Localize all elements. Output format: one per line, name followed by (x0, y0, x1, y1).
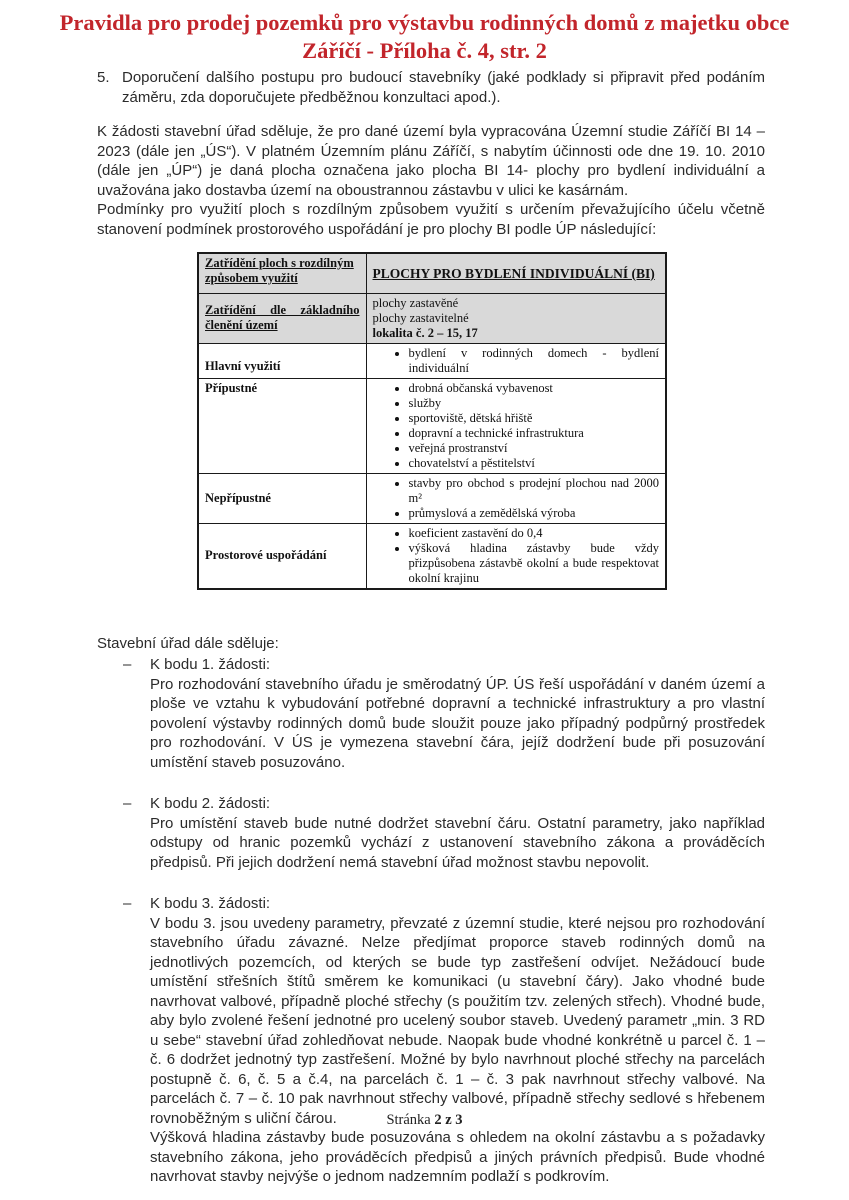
intro-block (97, 122, 765, 239)
permissible-label: Přípustné (205, 380, 258, 395)
dash-marker: – (123, 795, 132, 812)
table-bullet-item: • sportoviště, dětská hřiště (409, 411, 660, 426)
point-1-title: K bodu 1. žádosti: (150, 656, 271, 673)
intro-paragraph-1: K žádosti stavební úřad sděluje, že pro dané území byla vypracována Územní studie Záříčí BI 14 – 2023 (dále jen „ÚS“). V platném Územním plánu Záříčí, s nabytím účinnosti ode dne 19. 10. 2010 (dále jen „ÚP“) je daná plocha označena jako plocha BI 14- plochy pro bydlení individuální a uvažována jako dostavba území na oboustrannou zástavbu v ulici ke kasárnám. (97, 123, 765, 199)
point-1-paragraph: Pro rozhodování stavebního úřadu je směrodatný ÚP. ÚS řeší uspořádání v daném území a ploše ve vztahu k vybudování potřebné dopravní a technické infrastruktury a pro vlastní povolení výstavby rodinných domů bude sloužit pouze jako případný podpůrný prostředek pro rozhodování. V ÚS je vymezena stavební čára, jejíž dodržení bude při posuzování umístění staveb posuzováno. (150, 675, 765, 771)
intro-paragraph-2: Podmínky pro využití ploch s rozdílným způsobem využití s určením převažujícího účelu včetně stanovení podmínek prostorového uspořádání je pro plochy BI podle ÚP následující: (97, 201, 765, 238)
table-row-main-use (198, 343, 666, 378)
document-content (97, 68, 765, 1187)
table-row-impermissible (198, 473, 666, 523)
zoning-table-wrap (197, 252, 765, 590)
dash-marker: – (123, 656, 132, 673)
classification-line-2: plochy zastavitelné (372, 310, 469, 325)
main-use-label-cell (198, 343, 366, 378)
point-3-paragraph-1: V bodu 3. jsou uvedeny parametry, převzaté z územní studie, které nejsou pro rozhodování stavebního úřadu závazné. Nelze předjímat proporce staveb rodinných domů na jednotlivých pozemcích, od kterých se bude typ zastřešení odvíjet. Nežádoucí bude umístění střešních štítů směrem ke komunikaci (u stavební čáry). Jako vhodné bude navrhovat valbové, případně ploché střechy (s použitím tzv. zelených střech). Vhodné bude, aby bylo zvolené řešení jednotné pro ucelený soubor staveb. Uvedený parametr „min. 3 RD u sebe“ stavební úřad zohledňovat nebude. Naopak bude vhodné konkrétně u parcel č. 1 – č. 6 dodržet jednotný typ zastřešení. Možné by bylo navrhnout ploché střechy na parcelách postupně č. 6, č. 5 a č.4, na parcelách č. 1 – č. 3 pak navrhnout střechy valbové. Na parcelách č. 7 – č. 10 pak navrhnout střechy valbové, případně střechy sedlové s hřebenem rovnoběžným s uliční čárou. (150, 914, 765, 1127)
point-1-block (97, 655, 765, 772)
table-bullet-item: • výšková hladina zástavby bude vždy přizpůsobena zástavbě okolní a bude respektovat okolní krajinu (409, 541, 660, 586)
main-use-value-cell (366, 343, 666, 378)
impermissible-label-cell (198, 473, 366, 523)
table-bullet-item: • služby (409, 396, 660, 411)
statement-heading: Stavební úřad dále sděluje: (97, 634, 279, 652)
point-2-title: K bodu 2. žádosti: (150, 795, 271, 812)
table-bullet-item: • bydlení v rodinných domech - bydlení individuální (409, 346, 660, 376)
classification-value-cell (366, 293, 666, 343)
table-bullet-item: • průmyslová a zemědělská výroba (409, 506, 660, 521)
footer-total-pages: 3 (455, 1112, 463, 1128)
table-bullet-item: • drobná občanská vybavenost (409, 381, 660, 396)
table-row-header (198, 253, 666, 293)
spatial-label: Prostorové uspořádání (205, 548, 327, 562)
table-row-spatial (198, 523, 666, 589)
classification-line-3: lokalita č. 2 – 15, 17 (372, 325, 478, 340)
table-bullet-item: • dopravní a technické infrastruktura (409, 426, 660, 441)
point-3-paragraph-2: Výšková hladina zástavby bude posuzována s ohledem na okolní zástavbu a s požadavky stavebního zákona, jeho prováděcích předpisů a jiných právních předpisů. Bude vhodné navrhovat stavby nejvýše o jednom nadzemním podlaží s podkrovím. (150, 1129, 765, 1185)
main-use-label: Hlavní využití (205, 358, 281, 373)
spatial-value-cell (366, 523, 666, 589)
point-3-title: K bodu 3. žádosti: (150, 895, 271, 912)
page-title-line2: Záříčí - Příloha č. 4, str. 2 (302, 38, 547, 63)
page-title (0, 0, 849, 65)
numbered-item-5 (97, 68, 765, 107)
table-header-label: Zatřídění ploch s rozdílným způsobem využití (205, 256, 354, 285)
permissible-value-cell (366, 378, 666, 473)
point-3-block (97, 894, 765, 1187)
spatial-label-cell (198, 523, 366, 589)
point-2-paragraph: Pro umístění staveb bude nutné dodržet stavební čáru. Ostatní parametry, jako například odstupy od hranic pozemků vychází z ustanovení stavebního zákona a prováděcích předpisů. Při jejich dodržení nemá stavební úřad možnost stavbu nepovolit. (150, 814, 765, 871)
permissible-label-cell (198, 378, 366, 473)
footer-current-page: 2 (434, 1112, 442, 1128)
table-bullet-item: • stavby pro obchod s prodejní plochou nad 2000 m² (409, 476, 660, 506)
table-bullet-item: • chovatelství a pěstitelství (409, 456, 660, 471)
table-bullet-item: • veřejná prostranství (409, 441, 660, 456)
table-row-classification (198, 293, 666, 343)
page-title-line1: Pravidla pro prodej pozemků pro výstavbu rodinných domů z majetku obce (59, 10, 790, 35)
footer-separator: z (445, 1112, 452, 1128)
footer-prefix: Stránka (386, 1112, 431, 1128)
impermissible-label: Nepřípustné (205, 490, 271, 505)
numbered-item-5-marker: 5. (97, 69, 110, 86)
classification-label-cell (198, 293, 366, 343)
table-row-permissible (198, 378, 666, 473)
table-header-label-cell (198, 253, 366, 293)
footer-page-number (0, 1112, 849, 1129)
point-2-block (97, 794, 765, 872)
table-header-value: PLOCHY PRO BYDLENÍ INDIVIDUÁLNÍ (BI) (372, 265, 655, 281)
impermissible-value-cell (366, 473, 666, 523)
classification-line-1: plochy zastavěné (372, 295, 459, 310)
table-header-value-cell (366, 253, 666, 293)
classification-label: Zatřídění dle základního členění území (205, 303, 360, 332)
table-bullet-item: • koeficient zastavění do 0,4 (409, 526, 660, 541)
dash-marker: – (123, 895, 132, 912)
zoning-table (197, 252, 667, 590)
numbered-item-5-text: Doporučení dalšího postupu pro budoucí stavebníky (jaké podklady si připravit před podáním záměru, zda doporučujete předběžnou konzultaci apod.). (122, 69, 765, 106)
